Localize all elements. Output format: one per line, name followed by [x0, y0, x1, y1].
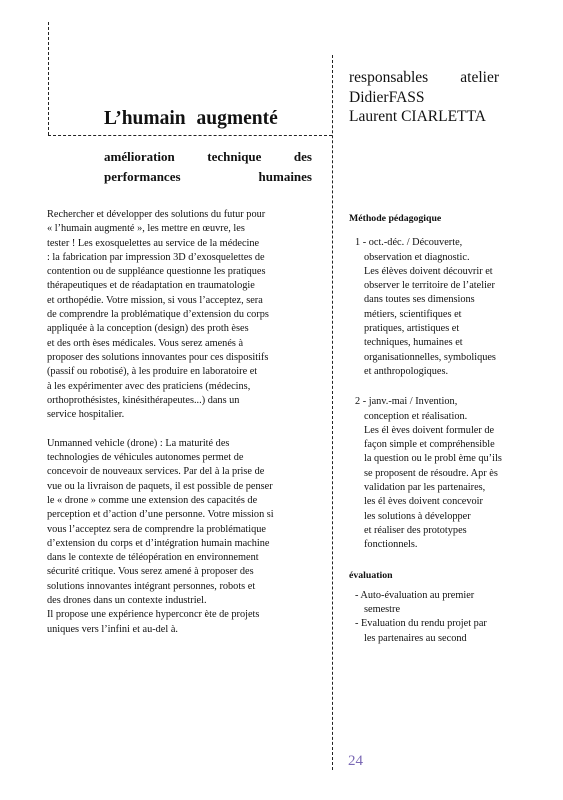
step-line: dans toutes ses dimensions — [364, 294, 475, 306]
text-line: et orthopédie. Votre mission, si vous l’acceptez, sera — [47, 294, 263, 306]
step-line: observer le territoire de l’atelier — [364, 280, 495, 292]
text-line: le « drone » comme une extension des capacités de — [47, 494, 258, 506]
step-2 — [349, 395, 529, 552]
step-line: observation et diagnostic. — [364, 251, 470, 263]
section-gap — [349, 553, 529, 569]
evaluation-item: - Auto-évaluation au premier — [355, 589, 475, 601]
section-gap — [349, 379, 529, 395]
page-subtitle — [104, 147, 312, 187]
step-line: Les él èves doivent formuler de — [364, 424, 495, 436]
paragraph-drone — [47, 437, 317, 637]
step-line: validation par les partenaires, — [364, 482, 486, 494]
left-vertical-dashed-rule — [48, 22, 49, 135]
text-line: vous l’acceptez sera de comprendre la problématique — [47, 523, 266, 535]
text-line: appliquée à la conception (design) des proth èses — [47, 323, 249, 335]
text-line: : la fabrication par impression 3D d’exosquelettes de — [47, 251, 265, 263]
evaluation-list — [349, 589, 529, 646]
step-line: pratiques, artistiques et — [364, 323, 460, 335]
center-vertical-dashed-rule — [332, 55, 333, 770]
responsables-label: responsables atelier — [349, 69, 499, 86]
subtitle-line: performances humaines — [104, 169, 312, 184]
text-line: vue ou la livraison de paquets, il est possible de penser — [47, 480, 273, 492]
step-line: 1 - oct.-déc. / Découverte, — [355, 237, 463, 249]
text-line: Rechercher et développer des solutions du futur pour — [47, 209, 266, 220]
step-line: métiers, scientifiques et — [364, 308, 462, 320]
text-line: service hospitalier. — [47, 409, 125, 421]
page-title: L’humain augmenté — [104, 108, 278, 129]
step-line: Les élèves doivent découvrir et — [364, 265, 493, 277]
text-line: d’extension du corps et d’intégration humain machine — [47, 537, 270, 549]
step-1 — [349, 236, 529, 379]
text-line: « l’humain augmenté », les mettre en œuvre, les — [47, 223, 245, 235]
step-line: fonctionnels. — [364, 539, 418, 551]
text-line: proposer des solutions innovantes pour ces dispositifs — [47, 351, 269, 363]
step-line: les solutions à développer — [364, 510, 471, 522]
text-line: solutions innovantes intégrant personnes, robots et — [47, 580, 256, 592]
responsable-name: DidierFASS — [349, 88, 425, 106]
text-line: Il propose une expérience hyperconcr ète de projets — [47, 609, 260, 621]
step-line: techniques, humaines et — [364, 337, 463, 349]
text-line: et des orth èses médicales. Vous serez amenés à — [47, 337, 244, 349]
step-line: les él èves doivent concevoir — [364, 496, 483, 508]
step-line: organisationnelles, symboliques — [364, 351, 496, 363]
text-line: technologies de véhicules autonomes permet de — [47, 452, 244, 464]
text-line: thérapeutiques et de réadaptation en traumatologie — [47, 280, 255, 292]
text-line: perception et d’action d’une personne. Votre mission si — [47, 509, 274, 521]
section-gap — [349, 226, 529, 236]
evaluation-item: - Evaluation du rendu projet par — [355, 618, 487, 630]
text-line: à les expérimenter avec des praticiens (médecins, — [47, 380, 251, 392]
text-line: concevoir de nouveaux services. Par del à la prise de — [47, 466, 265, 478]
responsable-name: Laurent CIARLETTA — [349, 108, 486, 125]
horizontal-dashed-rule — [48, 135, 332, 136]
step-line: la question ou le probl ème qu’ils — [364, 453, 502, 465]
methode-heading: Méthode pédagogique — [349, 213, 442, 224]
paragraph-exosquelettes — [47, 208, 317, 422]
subtitle-line: amélioration technique des — [104, 149, 312, 164]
text-line: sécurité critique. Vous serez amené à proposer des — [47, 566, 254, 578]
step-line: conception et réalisation. — [364, 410, 468, 422]
step-line: façon simple et compréhensible — [364, 439, 495, 451]
text-line: tester ! Les exosquelettes au service de la médecine — [47, 237, 260, 249]
step-line: et anthropologiques. — [364, 365, 449, 377]
text-line: orthoprothésistes, kinésithérapeutes...) dans un — [47, 394, 240, 406]
text-line: Unmanned vehicle (drone) : La maturité des — [47, 437, 230, 449]
text-line: des drones dans un contexte industriel. — [47, 595, 207, 607]
evaluation-heading: évaluation — [349, 569, 393, 581]
text-line: (passif ou robotisé), à les produire en laboratoire et — [47, 366, 258, 378]
text-line: contention ou de suppléance questionne les pratiques — [47, 266, 266, 278]
step-line: et réaliser des prototypes — [364, 524, 467, 536]
right-column — [349, 212, 529, 646]
page-number: 24 — [348, 753, 363, 769]
text-line: de comprendre la problématique d’extension du corps — [47, 309, 269, 321]
evaluation-item-cont: les partenaires au second — [364, 632, 467, 644]
evaluation-item-cont: semestre — [364, 604, 401, 616]
paragraph-gap — [47, 422, 317, 436]
text-line: dans le contexte de téléopération en environnement — [47, 552, 259, 564]
step-line: se proposent de résoudre. Apr ès — [364, 467, 498, 479]
text-line: uniques vers l’infini et au-del à. — [47, 623, 178, 635]
step-line: 2 - janv.-mai / Invention, — [355, 396, 458, 408]
left-column-text — [47, 208, 317, 637]
responsables-block — [349, 68, 499, 127]
